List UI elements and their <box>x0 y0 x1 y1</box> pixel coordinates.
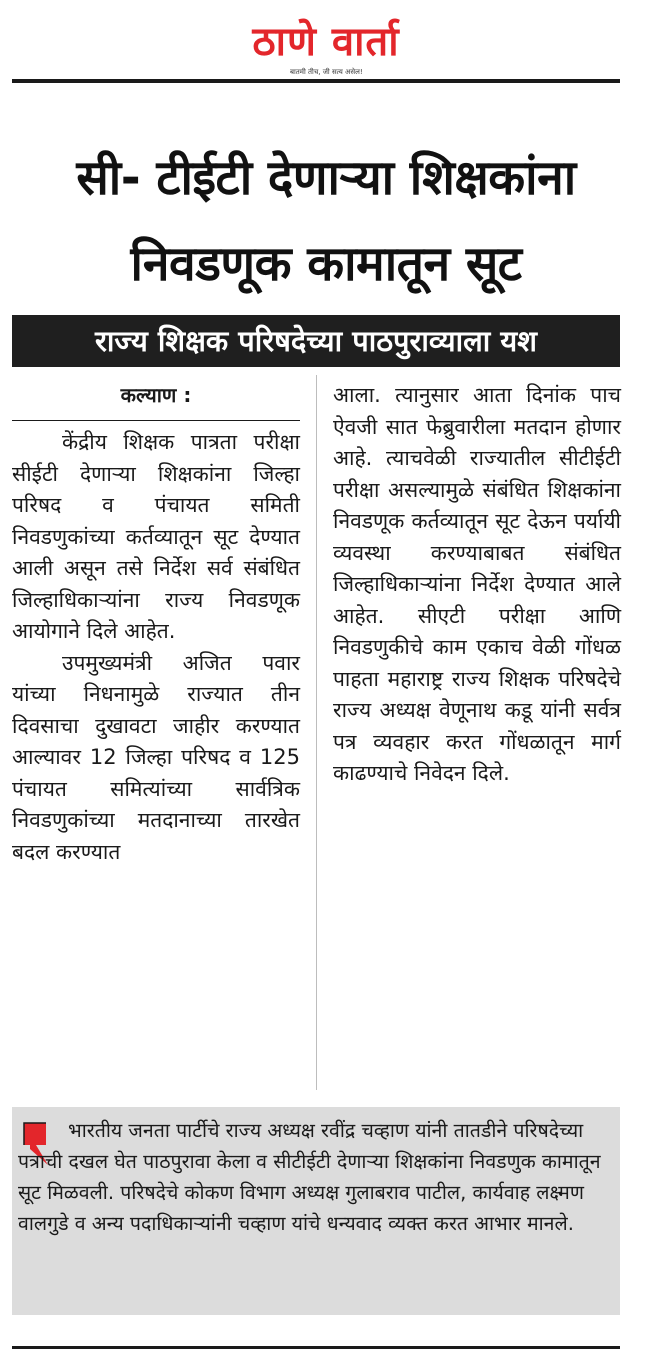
headline-line-1: सी- टीईटी देणाऱ्या शिक्षकांना <box>76 150 576 206</box>
highlight-box <box>12 1107 620 1315</box>
newspaper-logo: ठाणे वार्ता <box>252 19 400 65</box>
bottom-rule <box>12 1346 620 1349</box>
top-rule <box>12 79 620 83</box>
column-divider <box>316 375 317 1090</box>
tagline: बातमी तीच, जी सत्य असेल! <box>290 68 363 76</box>
headline-line-2: निवडणूक कामातून सूट <box>130 236 522 292</box>
article-paragraph: केंद्रीय शिक्षक पात्रता परीक्षा सीईटी देणाऱ्या शिक्षकांना जिल्हा परिषद व पंचायत समिती निवडणुकांच्या कर्तव्यातून सूट देण्यात आली असून तसे निर्देश सर्व संबंधित जिल्हाधिकाऱ्यांना राज्य निवडणूक आयोगाने दिले आहेत. <box>12 430 300 643</box>
article-column-left <box>12 380 300 868</box>
dateline: कल्याण : <box>120 383 192 407</box>
highlight-box-body: भारतीय जनता पार्टीचे राज्य अध्यक्ष रवींद्र चव्हाण यांनी तातडीने परिषदेच्या पत्राची दखल घेत पाठपुरावा केला व सीटीईटी देणाऱ्या शिक्षकांना निवडणुक कामातून सूट मिळवली. परिषदेचे कोकण विभाग अध्यक्ष गुलाबराव पाटील, कार्यवाह लक्ष्मण वालगुडे व अन्य पदाधिकाऱ्यांनी चव्हाण यांचे धन्यवाद व्यक्त करत आभार मानले. <box>18 1119 601 1235</box>
headline <box>0 135 652 307</box>
masthead <box>0 0 652 80</box>
dateline-rule <box>12 420 300 421</box>
highlight-box-text <box>18 1115 614 1239</box>
article-paragraph: उपमुख्यमंत्री अजित पवार यांच्या निधनामुळे राज्यात तीन दिवसाचा दुखावटा जाहीर करण्यात आल्यावर 12 जिल्हा परिषद व 125 पंचायत समित्यांच्या सार्वत्रिक निवडणुकांच्या मतदानाच्या तारखेत बदल करण्यात <box>12 650 300 864</box>
article-paragraph: आला. त्यानुसार आता दिनांक पाच ऐवजी सात फेब्रुवारीला मतदान होणार आहे. त्याचवेळी राज्यातील सीटीईटी परीक्षा असल्यामुळे संबंधित शिक्षकांना निवडणूक कर्तव्यातून सूट देऊन पर्यायी व्यवस्था करण्याबाबत संबंधित जिल्हाधिकाऱ्यांना निर्देश देण्यात आले आहेत. सीएटी परीक्षा आणि निवडणुकीचे काम एकाच वेळी गोंधळ पाहता महाराष्ट्र राज्य शिक्षक परिषदेचे राज्य अध्यक्ष वेणूनाथ कडू यांनी सर्वत्र पत्र व्यवहार करत गोंधळातून मार्ग काढण्याचे निवेदन दिले. <box>333 383 621 785</box>
article-column-right <box>333 380 621 790</box>
subheadline: राज्य शिक्षक परिषदेच्या पाठपुराव्याला यश <box>12 315 620 367</box>
